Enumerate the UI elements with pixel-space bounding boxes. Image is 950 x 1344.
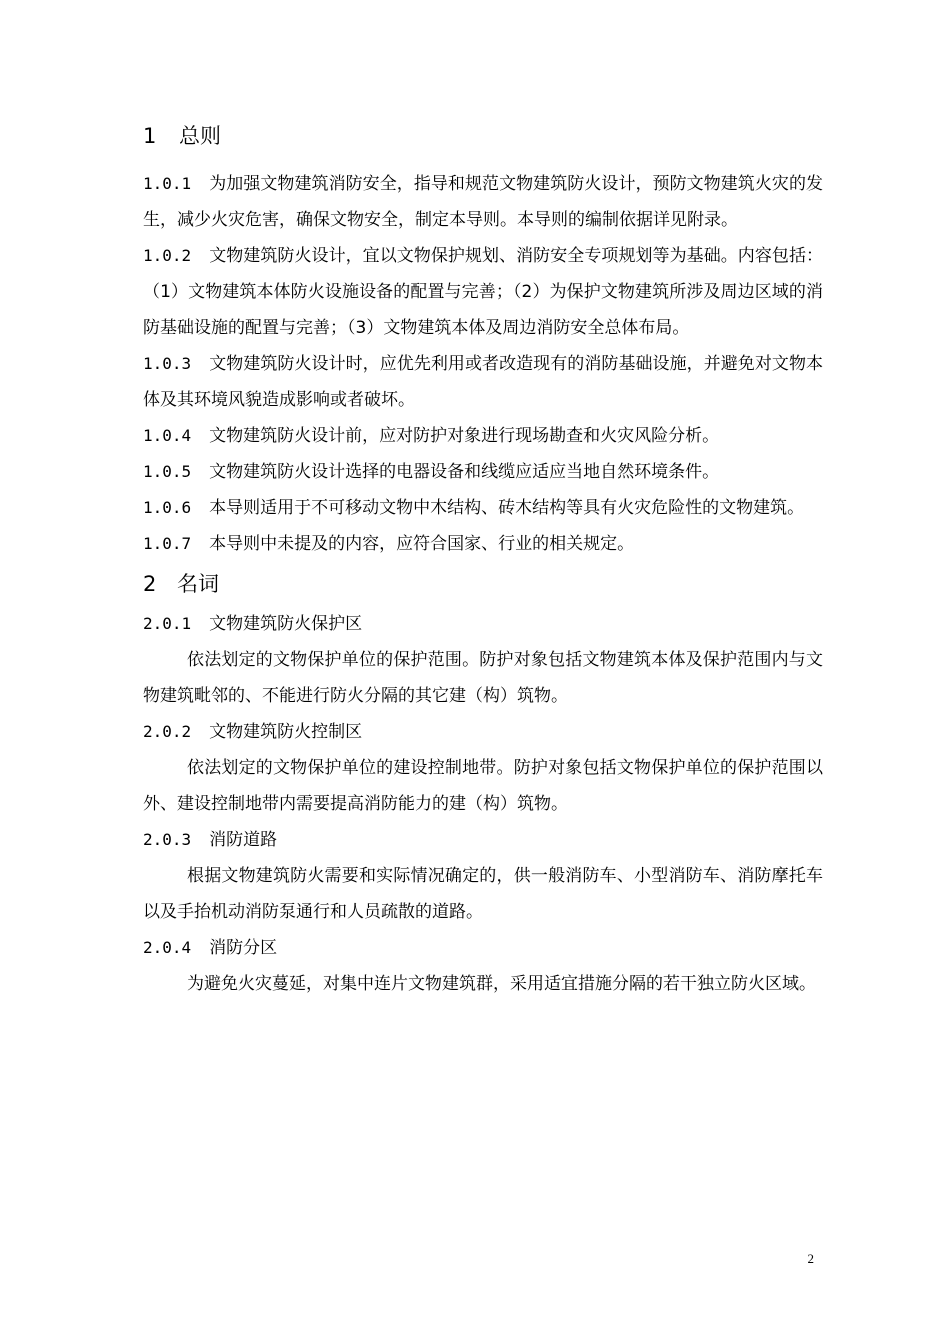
clause-1-0-5	[143, 454, 823, 490]
clause-text: 本导则中未提及的内容，应符合国家、行业的相关规定。	[209, 534, 635, 554]
clause-1-0-2	[143, 238, 823, 346]
section-title: 名词	[177, 572, 219, 596]
section-1-heading	[143, 118, 823, 154]
term-definition: 根据文物建筑防火需要和实际情况确定的，供一般消防车、小型消防车、消防摩托车以及手抬机动消防泵通行和人员疏散的道路。	[143, 866, 823, 922]
term-name: 消防分区	[209, 938, 278, 958]
term-name: 文物建筑防火控制区	[209, 722, 363, 742]
clause-1-0-3	[143, 346, 823, 418]
clause-number: 1.0.7	[143, 534, 192, 553]
clause-text: 文物建筑防火设计选择的电器设备和线缆应适应当地自然环境条件。	[209, 462, 720, 482]
section-number: 2	[143, 572, 157, 596]
clause-1-0-7	[143, 526, 823, 562]
clause-text: 为加强文物建筑消防安全，指导和规范文物建筑防火设计，预防文物建筑火灾的发生，减少火灾危害，确保文物安全，制定本导则。本导则的编制依据详见附录。	[143, 174, 823, 230]
clause-number: 1.0.6	[143, 498, 192, 517]
section-2-heading	[143, 566, 823, 602]
page-number: 2	[807, 1251, 814, 1266]
section-title: 总则	[179, 124, 221, 148]
page-content	[143, 118, 823, 1002]
term-2-0-4	[143, 930, 823, 966]
term-name: 文物建筑防火保护区	[209, 614, 363, 634]
clause-1-0-4	[143, 418, 823, 454]
clause-number: 1.0.1	[143, 174, 192, 193]
term-2-0-1	[143, 606, 823, 642]
clause-text: 文物建筑防火设计前，应对防护对象进行现场勘查和火灾风险分析。	[209, 426, 720, 446]
clause-1-0-1	[143, 166, 823, 238]
term-number: 2.0.2	[143, 722, 192, 741]
term-number: 2.0.3	[143, 830, 192, 849]
term-number: 2.0.1	[143, 614, 192, 633]
term-2-0-2	[143, 714, 823, 750]
term-2-0-3	[143, 822, 823, 858]
term-definition: 为避免火灾蔓延，对集中连片文物建筑群，采用适宜措施分隔的若干独立防火区域。	[187, 974, 816, 994]
clause-text: 文物建筑防火设计时，应优先利用或者改造现有的消防基础设施，并避免对文物本体及其环境风貌造成影响或者破坏。	[143, 354, 823, 410]
term-number: 2.0.4	[143, 938, 192, 957]
clause-number: 1.0.4	[143, 426, 192, 445]
clause-number: 1.0.2	[143, 246, 192, 265]
clause-number: 1.0.3	[143, 354, 192, 373]
term-definition: 依法划定的文物保护单位的保护范围。防护对象包括文物建筑本体及保护范围内与文物建筑毗邻的、不能进行防火分隔的其它建（构）筑物。	[143, 650, 823, 706]
clause-text: 本导则适用于不可移动文物中木结构、砖木结构等具有火灾危险性的文物建筑。	[209, 498, 805, 518]
clause-text: 文物建筑防火设计，宜以文物保护规划、消防安全专项规划等为基础。内容包括：（1）文物建筑本体防火设施设备的配置与完善；（2）为保护文物建筑所涉及周边区域的消防基础设施的配置与完善；（3）文物建筑本体及周边消防安全总体布局。	[143, 246, 823, 338]
clause-1-0-6	[143, 490, 823, 526]
term-definition: 依法划定的文物保护单位的建设控制地带。防护对象包括文物保护单位的保护范围以外、建设控制地带内需要提高消防能力的建（构）筑物。	[143, 758, 823, 814]
term-name: 消防道路	[209, 830, 278, 850]
clause-number: 1.0.5	[143, 462, 192, 481]
section-number: 1	[143, 124, 157, 148]
